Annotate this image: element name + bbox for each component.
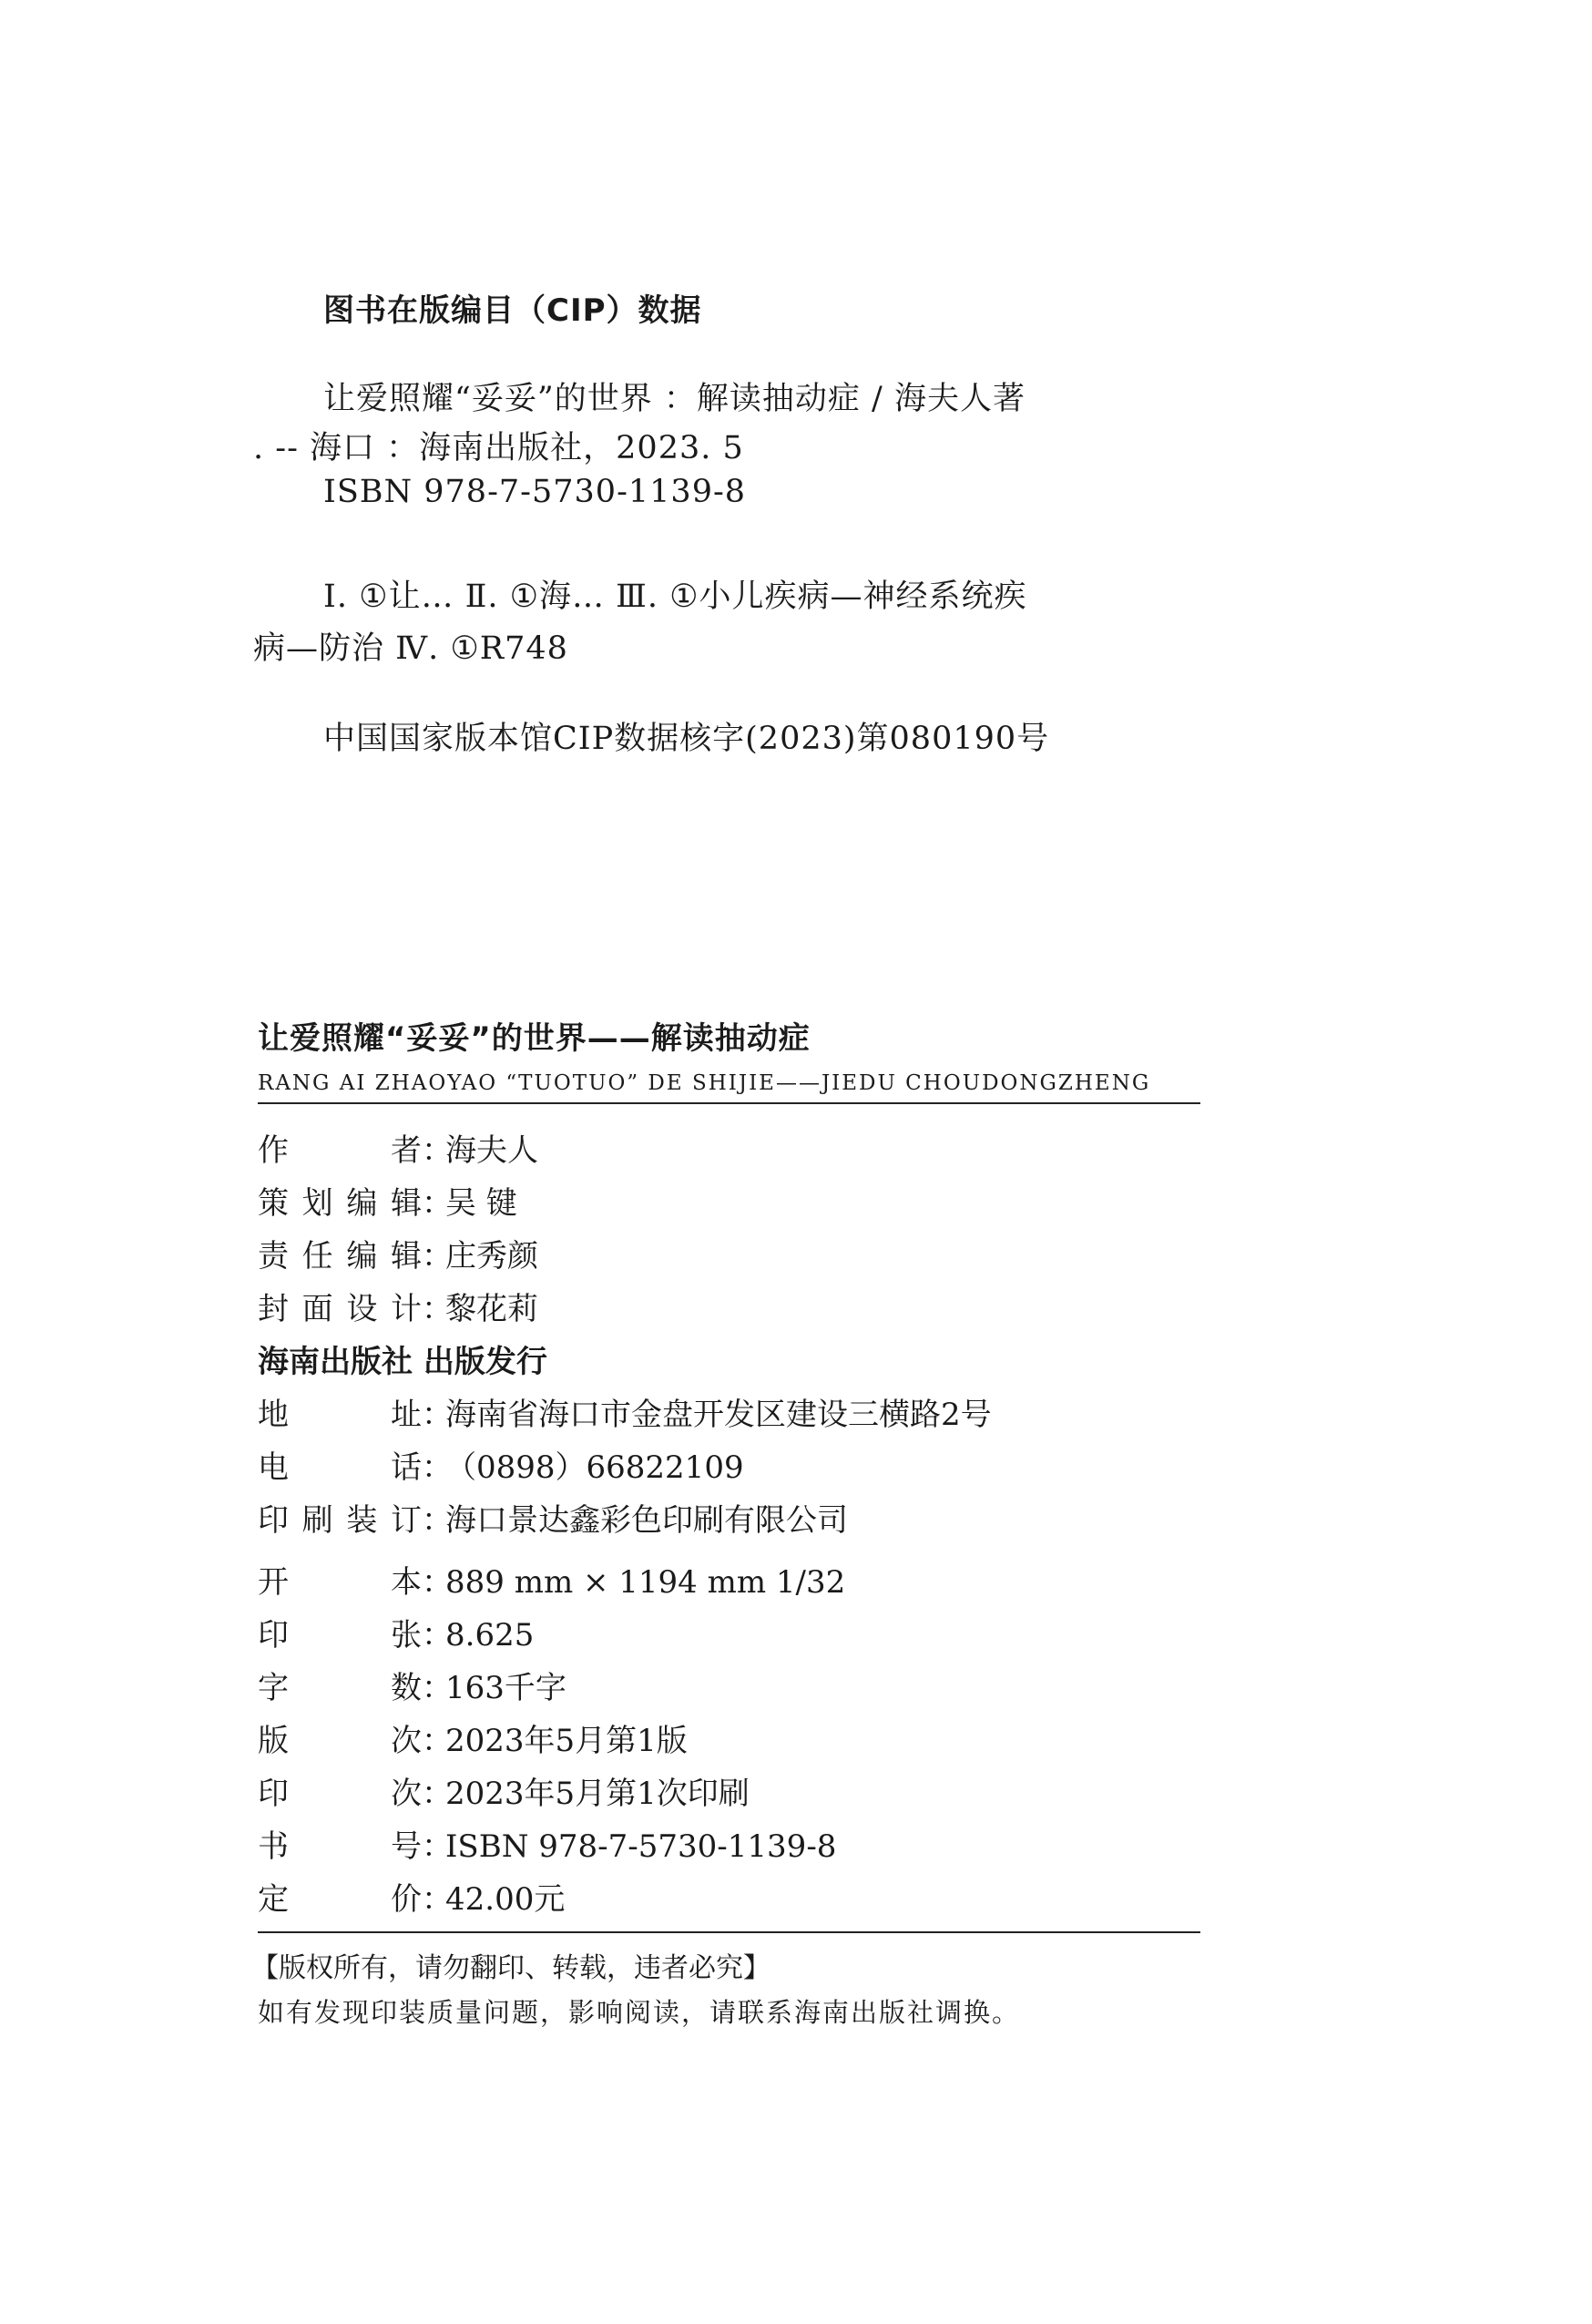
detail-value: 海南省海口市金盘开发区建设三横路2号 (445, 1397, 992, 1433)
credit-row-responsible-editor: 责任编辑：庄秀颜 (258, 1231, 538, 1275)
detail-label: 印次 (258, 1776, 422, 1812)
detail-value: 2023年5月第1版 (445, 1723, 688, 1759)
cip-verification-number: 中国国家版本馆CIP数据核字(2023)第080190号 (323, 721, 1050, 757)
detail-row-address: 地址：海南省海口市金盘开发区建设三横路2号 (258, 1389, 992, 1434)
copyright-notice: 【版权所有，请勿翻印、转载，违者必究】 (251, 1952, 770, 1984)
credit-value: 海夫人 (445, 1132, 538, 1169)
credit-value: 黎花莉 (445, 1291, 538, 1327)
credit-row-planning-editor: 策划编辑：吴 键 (258, 1178, 517, 1223)
credit-value: 庄秀颜 (445, 1238, 538, 1275)
detail-value: 889 mm × 1194 mm 1/32 (445, 1564, 846, 1601)
detail-row-printer: 印刷装订：海口景达鑫彩色印刷有限公司 (258, 1495, 848, 1540)
credit-value: 吴 键 (445, 1185, 517, 1222)
cip-isbn: ISBN 978-7-5730-1139-8 (323, 474, 747, 510)
publisher-line: 海南出版社 出版发行 (258, 1344, 547, 1380)
cip-classification-line-1: Ⅰ. ①让… Ⅱ. ①海… Ⅲ. ①小儿疾病—神经系统疾 (323, 578, 1027, 615)
detail-row-isbn: 书号：ISBN 978-7-5730-1139-8 (258, 1821, 836, 1866)
detail-row-phone: 电话：（0898）66822109 (258, 1442, 744, 1487)
detail-value: 42.00元 (445, 1881, 566, 1918)
detail-label: 开本 (258, 1564, 422, 1601)
credit-label: 封面设计 (258, 1291, 422, 1327)
bottom-divider (258, 1931, 1200, 1933)
cip-publication-line: . -- 海口 ：海南出版社，2023. 5 (253, 430, 744, 466)
detail-value: 2023年5月第1次印刷 (445, 1776, 750, 1812)
detail-value: （0898）66822109 (445, 1449, 744, 1486)
detail-label: 印刷装订 (258, 1502, 422, 1539)
detail-row-format: 开本：889 mm × 1194 mm 1/32 (258, 1557, 845, 1602)
top-divider (258, 1102, 1200, 1104)
cip-heading: 图书在版编目（CIP）数据 (323, 292, 702, 329)
detail-row-printing: 印次：2023年5月第1次印刷 (258, 1768, 750, 1813)
credit-label: 作者 (258, 1132, 422, 1169)
credit-row-cover-design: 封面设计：黎花莉 (258, 1284, 538, 1328)
detail-label: 印张 (258, 1617, 422, 1653)
detail-row-price: 定价：42.00元 (258, 1874, 565, 1919)
quality-notice: 如有发现印装质量问题，影响阅读，请联系海南出版社调换。 (258, 1997, 1021, 2028)
credit-label: 策划编辑 (258, 1185, 422, 1222)
detail-label: 书号 (258, 1828, 422, 1865)
detail-row-sheets: 印张：8.625 (258, 1610, 534, 1654)
detail-value: 163千字 (445, 1670, 566, 1706)
detail-label: 电话 (258, 1449, 422, 1486)
detail-value: ISBN 978-7-5730-1139-8 (445, 1828, 837, 1865)
detail-label: 版次 (258, 1723, 422, 1759)
credit-label: 责任编辑 (258, 1238, 422, 1275)
detail-value: 8.625 (445, 1617, 535, 1653)
detail-row-edition: 版次：2023年5月第1版 (258, 1715, 688, 1760)
book-title-pinyin: RANG AI ZHAOYAO “TUOTUO” DE SHIJIE——JIEDU CHOUDONGZHENG (258, 1071, 1151, 1095)
credit-row-author: 作者：海夫人 (258, 1125, 538, 1170)
detail-row-word-count: 字数：163千字 (258, 1663, 566, 1707)
detail-label: 地址 (258, 1397, 422, 1433)
detail-label: 字数 (258, 1670, 422, 1706)
detail-value: 海口景达鑫彩色印刷有限公司 (445, 1502, 848, 1539)
detail-label: 定价 (258, 1881, 422, 1918)
book-title: 让爱照耀“妥妥”的世界——解读抽动症 (258, 1020, 811, 1057)
cip-title-line: 让爱照耀“妥妥”的世界 ：解读抽动症 / 海夫人著 (323, 381, 1026, 417)
cip-classification-line-2: 病—防治 Ⅳ. ①R748 (253, 630, 568, 667)
